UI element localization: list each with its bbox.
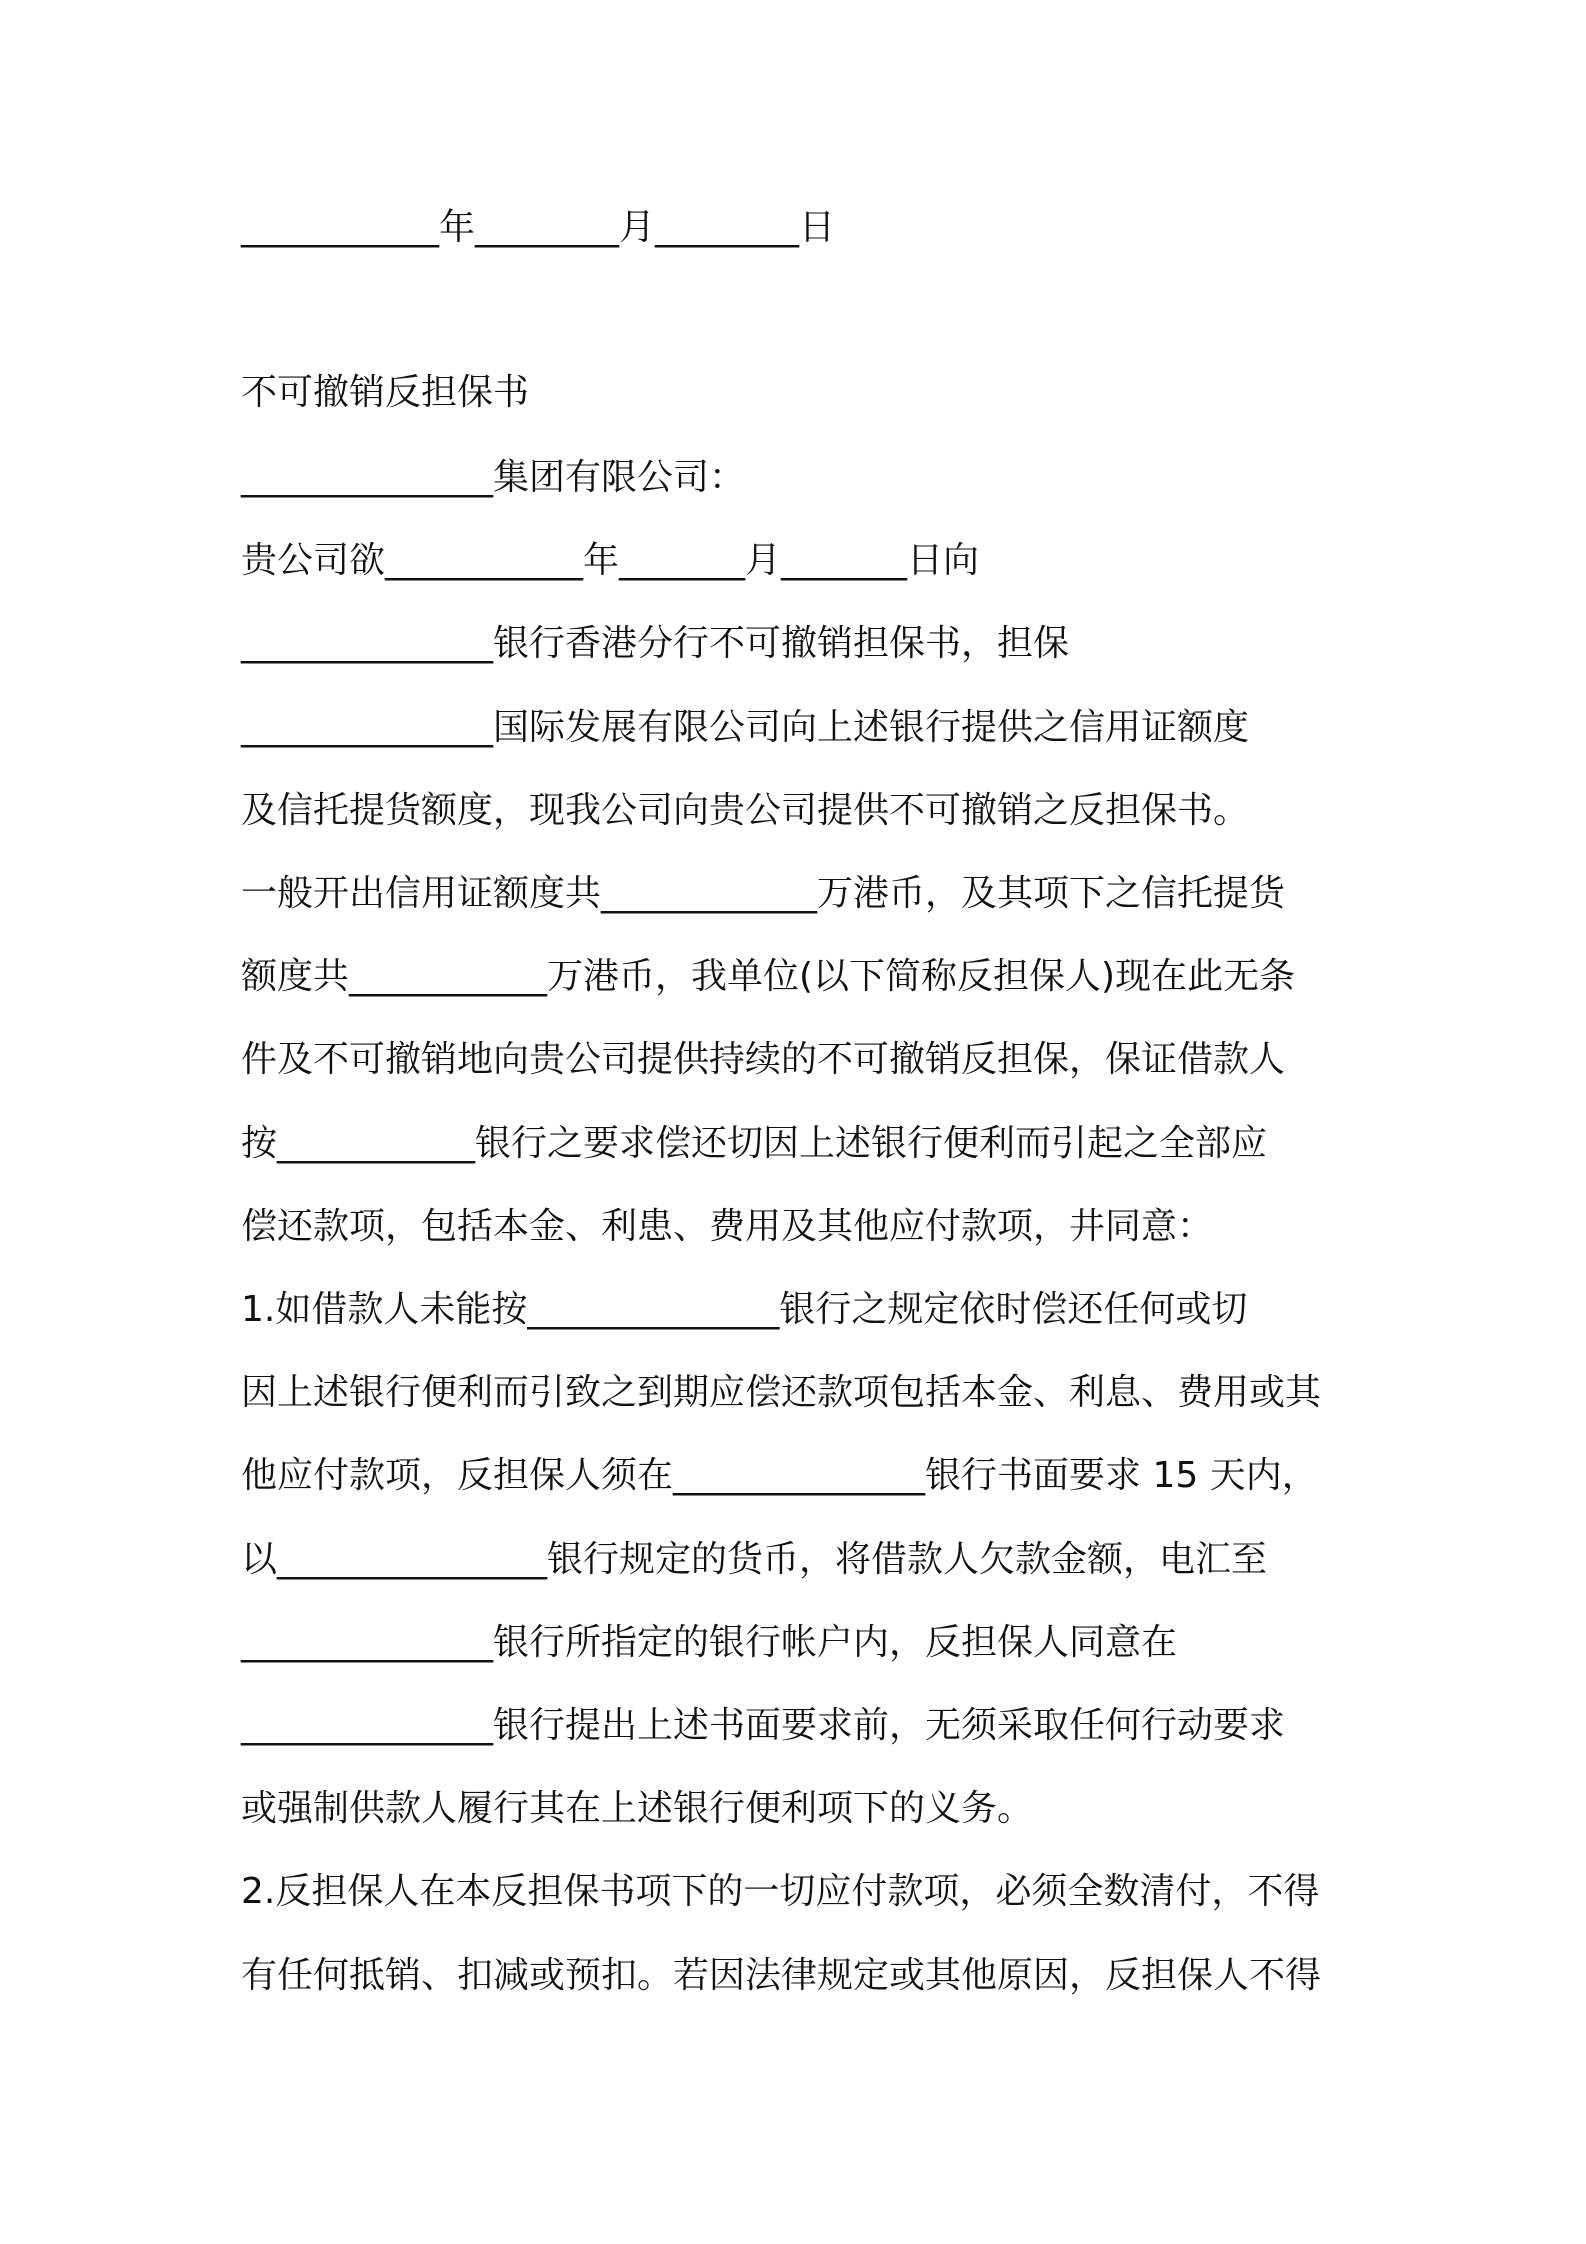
body-line: ______________银行香港分行不可撤销担保书，担保 [241, 623, 1070, 664]
body-line: 因上述银行便利而引致之到期应偿还款项包括本金、利息、费用或其 [241, 1372, 1322, 1413]
body-line: ______________银行所指定的银行帐户内，反担保人同意在 [241, 1622, 1178, 1663]
body-line: 件及不可撤销地向贵公司提供持续的不可撤销反担保，保证借款人 [241, 1039, 1286, 1080]
body-line-addressee: ______________集团有限公司： [241, 457, 746, 498]
clause-2-line: 2.反担保人在本反担保书项下的一切应付款项，必须全数清付，不得 [241, 1871, 1320, 1912]
body-line: ______________国际发展有限公司向上述银行提供之信用证额度 [241, 707, 1250, 748]
body-line: 以_______________银行规定的货币，将借款人欠款金额，电汇至 [241, 1539, 1268, 1580]
body-line: 偿还款项，包括本金、利患、费用及其他应付款项，井同意： [241, 1206, 1214, 1247]
date-line: ___________年________月________日 [241, 207, 835, 248]
body-line: 有任何抵销、扣减或预扣。若因法律规定或其他原因，反担保人不得 [241, 1955, 1322, 1996]
document-title: 不可撤销反担保书 [241, 372, 530, 413]
clause-1-line: 1.如借款人未能按______________银行之规定依时偿还任何或切 [241, 1289, 1248, 1330]
body-line: 按___________银行之要求偿还切因上述银行便利而引起之全部应 [241, 1123, 1268, 1164]
body-line: 贵公司欲___________年_______月_______日向 [241, 540, 980, 581]
body-line: 他应付款项，反担保人须在______________银行书面要求 15 天内， [241, 1455, 1318, 1496]
body-line: 一般开出信用证额度共____________万港币，及其项下之信托提货 [241, 873, 1286, 914]
body-line: 或强制供款人履行其在上述银行便利项下的义务。 [241, 1788, 1034, 1829]
body-line: 额度共___________万港币，我单位(以下简称反担保人)现在此无条 [241, 956, 1296, 997]
body-line: ______________银行提出上述书面要求前，无须采取任何行动要求 [241, 1705, 1286, 1746]
body-line: 及信托提货额度，现我公司向贵公司提供不可撤销之反担保书。 [241, 790, 1250, 831]
